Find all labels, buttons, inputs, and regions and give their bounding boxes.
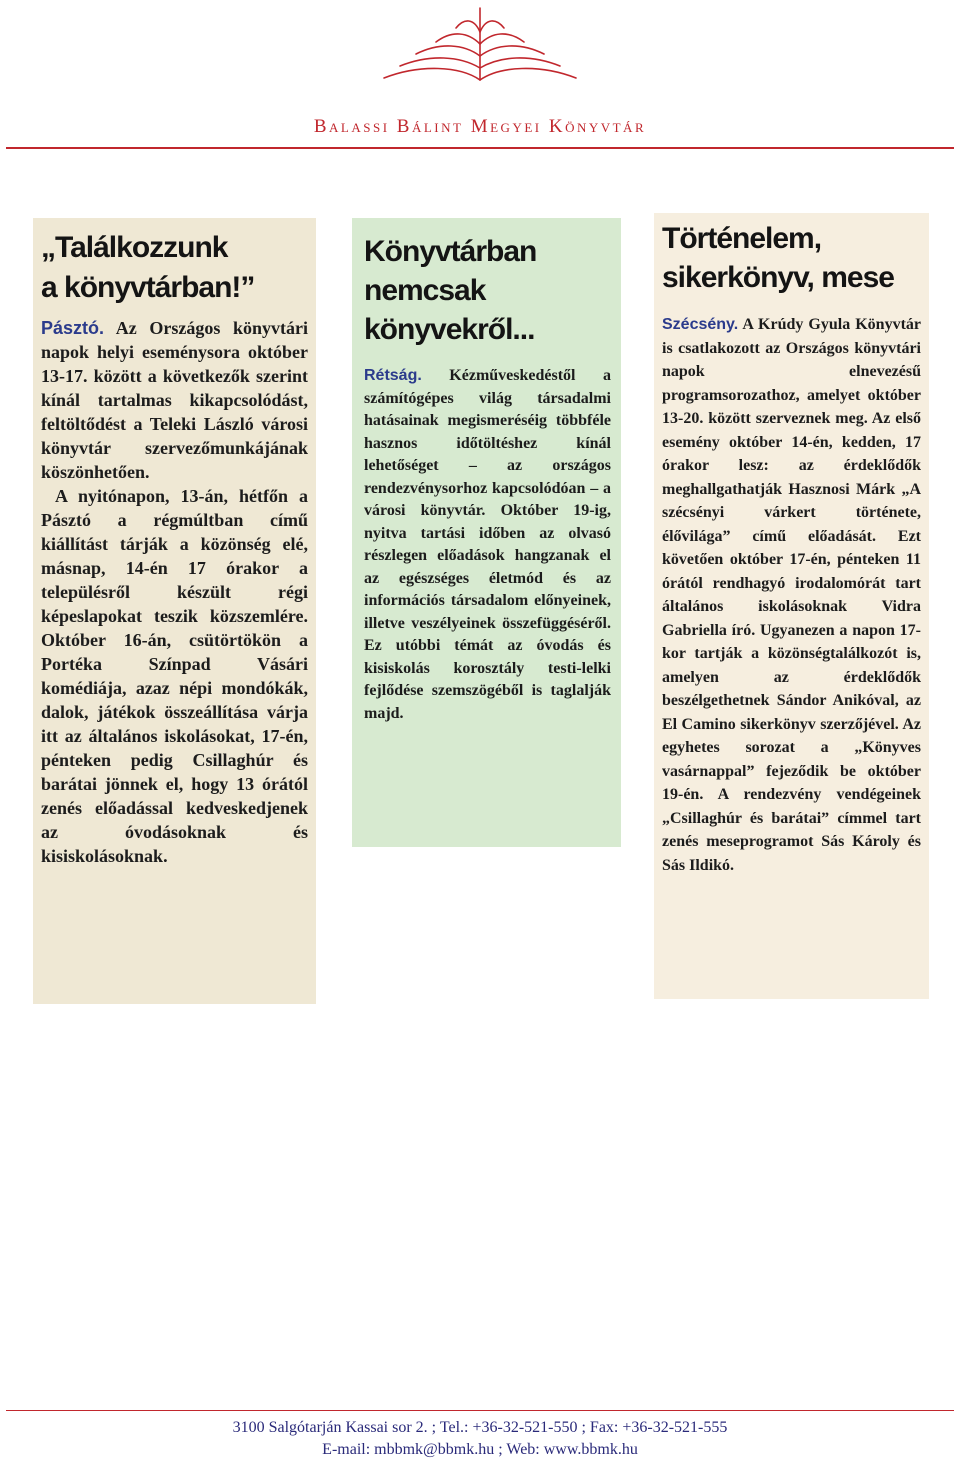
paragraph: A Krúdy Gyula Könyvtár is csatlakozott az Országos könyvtári napok elnevezésű programsorozathoz, amelyet október 13-20. között szerveznek meg. Az első esemény október 14-én, kedden, 17 órakor lesz: az érdeklődők meghallgathatják Hasznosi Márk „A szécsényi várkert története, élővilága” című előadását. Ezt követően október 17-én, pénteken 11 órától rendhagyó irodalomórát tart általános iskolásoknak Vidra Gabriella író. Ugyanezen a napon 17-kor tartják a közönségtalálkozót is, amelyen az érdeklődők beszélgethetnek Sándor Anikóval, az El Camino sikerkönyv szerzőjével. Az egyhetes sorozat a „Könyves vasárnappal” fejeződik be október 19-én. A rendezvény vendégeinek „Csillaghúr és barátai” címmel tart zenés meseprogramot Sás Károly és Sás Ildikó. [662,316,921,874]
clipping-body [41,316,308,868]
newspaper-clipping-retsag [352,218,621,847]
headline-line: a könyvtárban!” [41,271,255,304]
clipping-headline [41,228,308,308]
open-book-logo-icon [380,4,580,84]
clipping-headline [364,232,611,349]
paragraph: A nyitónapon, 13-án, hétfőn a Pásztó a régmúltban című kiállítást tárják a közönség elé, másnap, 14-én 17 órakor a településről készült régi képeslapokat teszik közszemlére. Október 16-án, csütörtökön a Portéka Színpad Vásári komédiája, azaz népi mondókák, dalok, játékok összeállítása várja itt az általános iskolásokat, 17-én, pénteken pedig Csillaghúr és barátai jönnek el, hogy 13 órától zenés előadással kedveskedjenek az óvodásoknak és kisiskolásoknak. [41,486,308,866]
headline-line: Történelem, [662,222,822,255]
headline-line: „Találkozzunk [41,231,228,264]
paragraph: Az Országos könyvtári napok helyi eseménysora október 13-17. között a következők szerint kínál tartalmas kikapcsolódást, feltöltődést a Teleki László városi könyvtár szervezőmunkájának köszönhetően. [41,318,308,482]
place-name: Pásztó. [41,318,105,338]
clipping-headline [662,219,921,297]
footer-divider [6,1410,954,1411]
headline-line: Könyvtárban [364,235,537,268]
library-name: Balassi Bálint Megyei Könyvtár [313,116,647,137]
newspaper-clipping-paszto [33,218,316,1004]
clipping-body [662,313,921,877]
clipping-body [364,365,611,725]
header-divider [6,147,954,149]
footer-contact: E-mail: mbbmk@bbmk.hu ; Web: www.bbmk.hu [322,1441,638,1458]
place-name: Szécsény. [662,316,739,333]
footer-address: 3100 Salgótarján Kassai sor 2. ; Tel.: +36-32-521-550 ; Fax: +36-32-521-555 [232,1419,728,1436]
headline-line: sikerkönyv, mese [662,261,894,294]
newspaper-clipping-szecseny [654,213,929,999]
headline-line: nemcsak [364,274,486,307]
paragraph: Kézműveskedéstől a számítógépes világ társadalmi hatásainak megismeréséig többféle hasznos időtöltéshez kínál lehetőséget – az országos rendezvénysorhoz kapcsolódóan – a városi könyvtár. Október 19-ig, nyitva tartási időben az olvasó részlegen előadások hangzanak el az egészséges életmód és az információs társadalom előnyeinek, illetve veszélyeinek összefüggéséről. Ez utóbbi témát az óvodás és kisiskolás korosztály testi-lelki fejlődése szemszögéből is taglalják majd. [364,367,611,722]
headline-line: könyvekről... [364,313,535,346]
place-name: Rétság. [364,367,422,384]
